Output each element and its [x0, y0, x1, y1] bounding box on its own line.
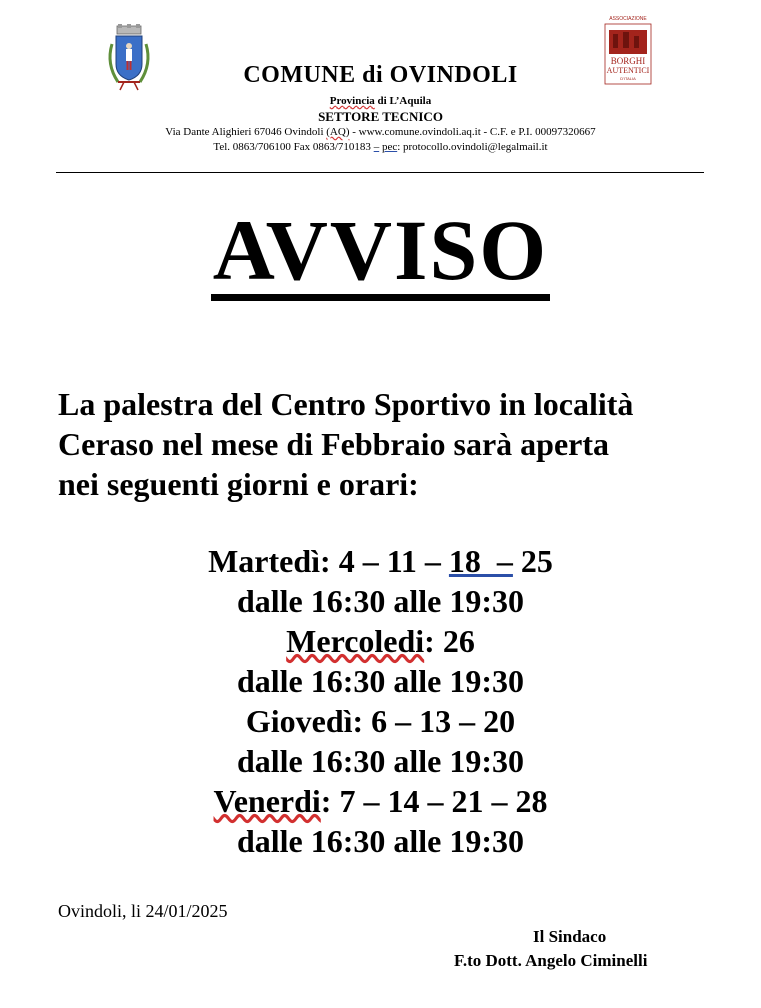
settore-tecnico: SETTORE TECNICO: [318, 109, 443, 124]
comune-name: OVINDOLI: [389, 62, 518, 88]
tuesday-dates-start: Martedì: 4 – 11 –: [208, 543, 441, 579]
friday-dates: : 7 – 14 – 21 – 28: [320, 783, 548, 819]
notice-title: [0, 200, 761, 301]
intro-line-3: nei seguenti giorni e orari:: [58, 466, 419, 502]
logo-assoc-label: ASSOCIAZIONE: [609, 16, 647, 22]
address-province: (AQ): [326, 126, 350, 138]
provincia-line: [0, 95, 761, 107]
intro-line-1: La palestra del Centro Sportivo in località: [58, 386, 634, 422]
contacts-pec-address: : protocollo.ovindoli@legalmail.it: [397, 141, 548, 153]
address-line: [0, 126, 761, 138]
address-web-cf: - www.comune.ovindoli.aq.it - C.F. e P.I. 00097320667: [352, 126, 596, 138]
schedule-wednesday: [0, 621, 761, 661]
notice-title-text: AVVISO: [211, 206, 550, 301]
logo-italia-label: D'ITALIA: [620, 76, 636, 81]
schedule-thursday: Giovedì: 6 – 13 – 20: [245, 703, 516, 739]
tuesday-date-18: 18 –: [448, 543, 513, 579]
intro-line-2: Ceraso nel mese di Febbraio sarà aperta: [58, 426, 610, 462]
contacts-line: [0, 141, 761, 153]
logo-autentici-label: AUTENTICI: [606, 66, 650, 75]
header-divider: [56, 172, 704, 173]
contacts-dash: –: [373, 141, 380, 153]
mayor-signature: F.to Dott. Angelo Ciminelli: [454, 951, 648, 970]
place-date: Ovindoli, li 24/01/2025: [58, 901, 228, 921]
provincia-word: Provincia: [329, 95, 375, 107]
wednesday-label: Mercoledi: [286, 623, 425, 659]
schedule-hours-thursday: dalle 16:30 alle 19:30: [236, 743, 525, 779]
schedule-hours-friday: dalle 16:30 alle 19:30: [236, 823, 525, 859]
friday-label: Venerdi: [213, 783, 321, 819]
contacts-phone-fax: Tel. 0863/706100 Fax 0863/710183: [213, 141, 371, 153]
schedule-friday: [0, 781, 761, 821]
schedule-hours-wednesday: dalle 16:30 alle 19:30: [236, 663, 525, 699]
notice-intro: [58, 384, 718, 504]
contacts-pec-label: pec: [381, 141, 398, 153]
comune-di: di: [362, 62, 384, 88]
logo-borghi-label: BORGHI: [610, 56, 646, 66]
tuesday-date-25: 25: [520, 543, 553, 579]
mayor-label: Il Sindaco: [533, 927, 607, 946]
schedule-hours-tuesday: dalle 16:30 alle 19:30: [236, 583, 525, 619]
wednesday-dates: : 26: [424, 623, 475, 659]
address-street: Via Dante Alighieri 67046 Ovindoli: [165, 126, 324, 138]
provincia-rest: di L’Aquila: [377, 95, 432, 107]
schedule-tuesday: [0, 541, 761, 581]
comune-title: [0, 62, 761, 89]
comune-prefix: COMUNE: [243, 62, 356, 88]
